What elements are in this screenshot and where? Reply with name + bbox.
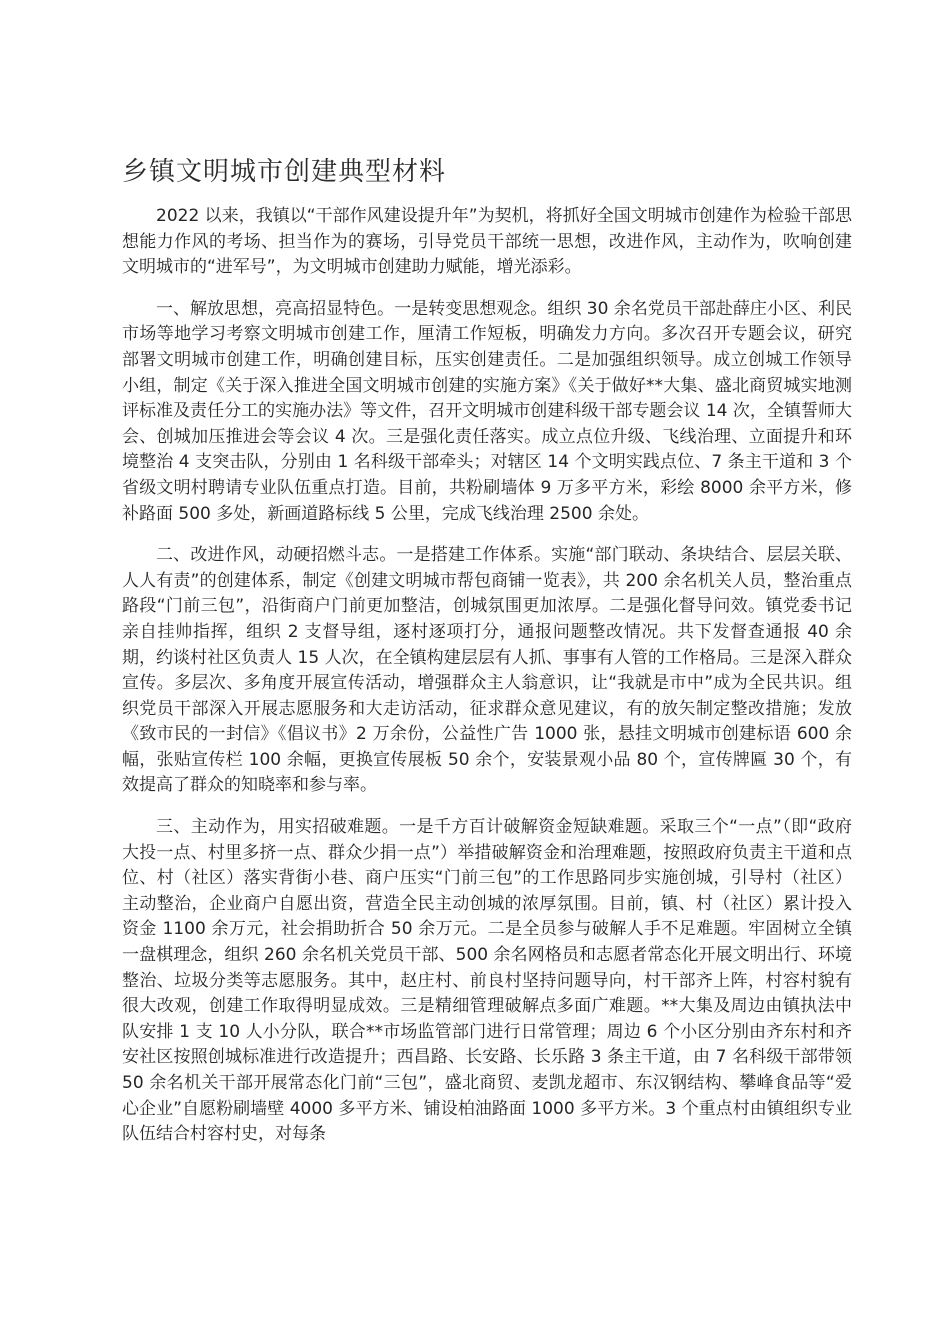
document-title: 乡镇文明城市创建典型材料 bbox=[122, 157, 447, 187]
document-body bbox=[122, 204, 852, 1164]
paragraph-intro: 2022 以来，我镇以“干部作风建设提升年”为契机，将抓好全国文明城市创建作为检验干部思想能力作风的考场、担当作为的赛场，引导党员干部统一思想，改进作风，主动作为，吹响创建文明城市的“进军号”，为文明城市创建助力赋能，增光添彩。 bbox=[122, 206, 852, 278]
paragraph-section-2: 二、改进作风，动硬招燃斗志。一是搭建工作体系。实施“部门联动、条块结合、层层关联、人人有责”的创建体系，制定《创建文明城市帮包商铺一览表》，共 200 余名机关人员，整治重点路段“门前三包”，沿街商户门前更加整洁，创城氛围更加浓厚。二是强化督导问效。镇党委书记亲自挂帅指挥，组织 2 支督导组，逐村逐项打分，通报问题整改情况。共下发督查通报 40 余期，约谈村社区负责人 15 人次，在全镇构建层层有人抓、事事有人管的工作格局。三是深入群众宣传。多层次、多角度开展宣传活动，增强群众主人翁意识，让“我就是市中”成为全民共识。组织党员干部深入开展志愿服务和大走访活动，征求群众意见建议，有的放矢制定整改措施；发放《致市民的一封信》《倡议书》2 万余份，公益性广告 1000 张，悬挂文明城市创建标语 600 余幅，张贴宣传栏 100 余幅，更换宣传展板 50 余个，安装景观小品 80 个，宣传牌匾 30 个，有效提高了群众的知晓率和参与率。 bbox=[122, 545, 852, 796]
paragraph-section-1: 一、解放思想，亮高招显特色。一是转变思想观念。组织 30 余名党员干部赴薛庄小区、利民市场等地学习考察文明城市创建工作，厘清工作短板，明确发力方向。多次召开专题会议，研究部署文明城市创建工作，明确创建目标，压实创建责任。二是加强组织领导。成立创城工作领导小组，制定《关于深入推进全国文明城市创建的实施方案》《关于做好**大集、盛北商贸城实地测评标准及责任分工的实施办法》等文件，召开文明城市创建科级干部专题会议 14 次，全镇誓师大会、创城加压推进会等会议 4 次。三是强化责任落实。成立点位升级、飞线治理、立面提升和环境整治 4 支突击队，分别由 1 名科级干部牵头；对辖区 14 个文明实践点位、7 条主干道和 3 个省级文明村聘请专业队伍重点打造。目前，共粉刷墙体 9 万多平方米，彩绘 8000 余平方米，修补路面 500 多处，新画道路标线 5 公里，完成飞线治理 2500 余处。 bbox=[122, 298, 852, 524]
paragraph-section-3: 三、主动作为，用实招破难题。一是千方百计破解资金短缺难题。采取三个“一点”（即“政府大投一点、村里多挤一点、群众少捐一点”）举措破解资金和治理难题，按照政府负责主干道和点位、村（社区）落实背街小巷、商户压实“门前三包”的工作思路同步实施创城，引导村（社区）主动整治，企业商户自愿出资，营造全民主动创城的浓厚氛围。目前，镇、村（社区）累计投入资金 1100 余万元，社会捐助折合 50 余万元。二是全员参与破解人手不足难题。牢固树立全镇一盘棋理念，组织 260 余名机关党员干部、500 余名网格员和志愿者常态化开展文明出行、环境整治、垃圾分类等志愿服务。其中，赵庄村、前良村坚持问题导向，村干部齐上阵，村容村貌有很大改观，创建工作取得明显成效。三是精细管理破解点多面广难题。**大集及周边由镇执法中队安排 1 支 10 人小分队，联合**市场监管部门进行日常管理；周边 6 个小区分别由齐东村和齐安社区按照创城标准进行改造提升；西昌路、长安路、长乐路 3 条主干道，由 7 名科级干部带领 50 余名机关干部开展常态化门前“三包”，盛北商贸、麦凯龙超市、东汉钢结构、攀峰食品等“爱心企业”自愿粉刷墙壁 4000 多平方米、铺设柏油路面 1000 多平方米。3 个重点村由镇组织专业队伍结合村容村史，对每条 bbox=[122, 817, 852, 1145]
